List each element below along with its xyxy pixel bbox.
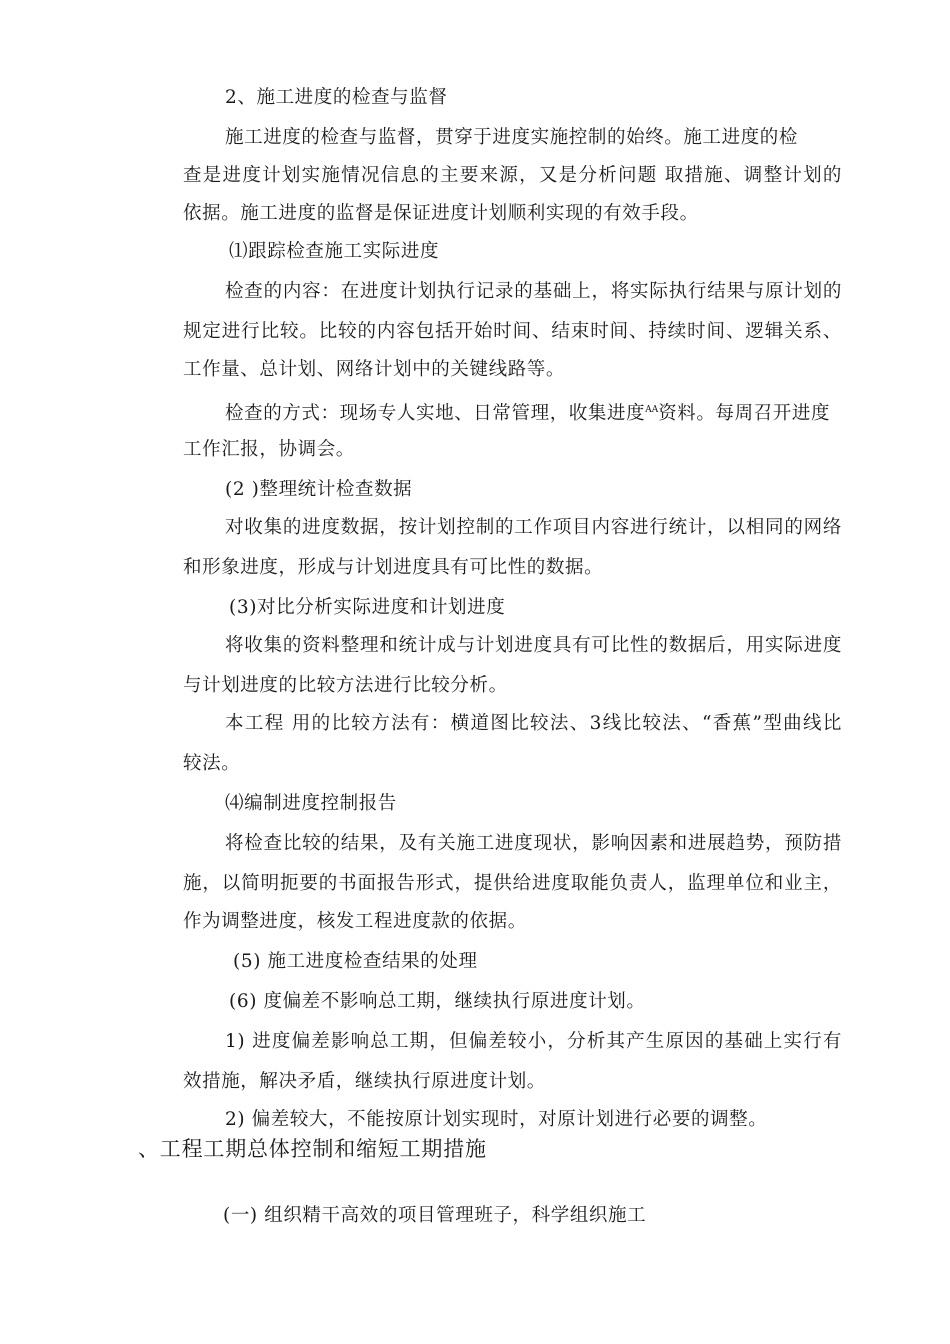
paragraph-line: 对收集的进度数据，按计划控制的工作项目内容进行统计，以相同的网络 (225, 517, 842, 538)
text-run: 资料。每周召开进度 (658, 403, 831, 425)
item-heading: (3)对比分析实际进度和计划进度 (229, 597, 506, 618)
paragraph-line: 工作量、总计划、网络计划中的关键线路等。 (183, 359, 566, 380)
text-run: 检查的方式：现场专人实地、日常管理，收集进度 (225, 403, 646, 425)
item-heading: ⑴跟踪检查施工实际进度 (229, 241, 440, 262)
paragraph-line: 与计划进度的比较方法进行比较分析。 (183, 675, 508, 696)
item-heading: (5) 施工进度检查结果的处理 (233, 951, 478, 972)
paragraph-line: 和形象进度，形成与计划进度具有可比性的数据。 (183, 557, 604, 578)
item-heading: (2 )整理统计检查数据 (225, 479, 413, 500)
paragraph-line: 将收集的资料整理和统计成与计划进度具有可比性的数据后，用实际进度 (225, 635, 842, 656)
paragraph-line: 1) 进度偏差影响总工期，但偏差较小，分析其产生原因的基础上实行有 (225, 1031, 842, 1052)
paragraph-line: 效措施，解决矛盾，继续执行原进度计划。 (183, 1071, 546, 1092)
paragraph-line: 将检查比较的结果，及有关施工进度现状，影响因素和进展趋势，预防措 (225, 833, 842, 854)
subsection-heading: (一) 组织精干高效的项目管理班子，科学组织施工 (223, 1205, 647, 1226)
paragraph-line: 本工程 用的比较方法有：横道图比较法、3线比较法、“香蕉”型曲线比 (225, 713, 842, 734)
section-heading: 2、施工进度的检查与监督 (225, 87, 448, 108)
item-heading: ⑷编制进度控制报告 (225, 793, 397, 814)
paragraph-line: (6) 度偏差不影响总工期，继续执行原进度计划。 (229, 991, 646, 1012)
paragraph-line: 工作汇报，协调会。 (183, 439, 355, 460)
superscript-mark: AA (645, 405, 659, 415)
paragraph-line: 2) 偏差较大，不能按原计划实现时，对原计划进行必要的调整。 (225, 1109, 768, 1130)
paragraph-line: 检查的内容：在进度计划执行记录的基础上，将实际执行结果与原计划的 (225, 281, 842, 302)
paragraph-line: 施工进度的检查与监督，贯穿于进度实施控制的始终。施工进度的检 (225, 127, 799, 148)
paragraph-line (225, 398, 830, 426)
section-heading: 、工程工期总体控制和缩短工期措施 (138, 1137, 487, 1161)
paragraph-line: 较法。 (183, 753, 241, 774)
paragraph-line: 依据。施工进度的监督是保证进度计划顺利实现的有效手段。 (183, 203, 699, 224)
paragraph-line: 作为调整进度，核发工程进度款的依据。 (183, 911, 527, 932)
paragraph-line: 施，以简明扼要的书面报告形式，提供给进度取能负责人，监理单位和业主， (183, 873, 842, 894)
paragraph-line: 规定进行比较。比较的内容包括开始时间、结束时间、持续时间、逻辑关系、 (183, 321, 842, 342)
paragraph-line: 查是进度计划实施情况信息的主要来源，又是分析问题 取措施、调整计划的 (183, 165, 842, 186)
